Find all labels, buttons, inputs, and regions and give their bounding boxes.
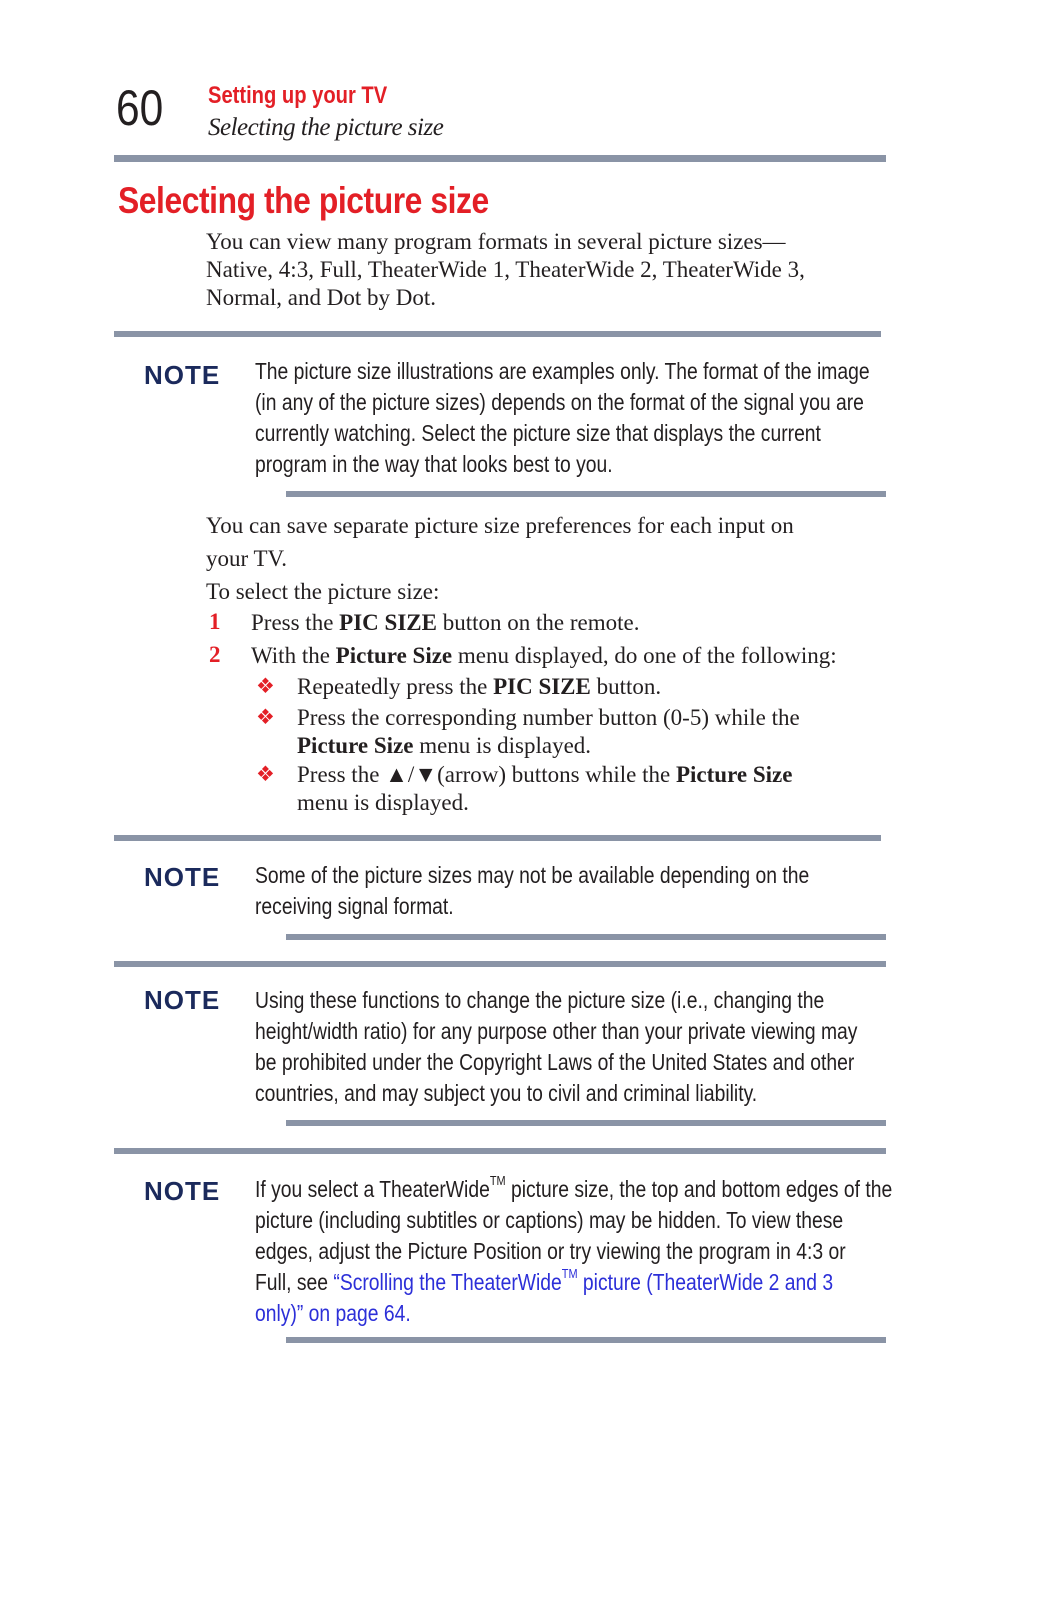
bullet-text <box>297 704 800 760</box>
note-line: (in any of the picture sizes) depends on the format of the signal you are <box>255 389 864 415</box>
bullet-text-part: Press the <box>297 762 386 787</box>
step-number: 1 <box>209 609 221 634</box>
up-down-arrow-icon: ▲/▼ <box>385 762 438 787</box>
page-number: 60 <box>116 80 164 136</box>
step-number: 2 <box>209 642 221 667</box>
bullet-text <box>297 761 792 817</box>
note-text <box>255 985 857 1109</box>
note-line: Using these functions to change the picture size (i.e., changing the <box>255 987 825 1013</box>
trademark-mark: TM <box>561 1266 578 1281</box>
note-rule-bottom <box>286 934 886 940</box>
intro-line: You can view many program formats in several picture sizes— <box>206 229 786 254</box>
step-text-bold: PIC SIZE <box>339 610 437 635</box>
bullet-text-part: button. <box>590 674 662 699</box>
note-line <box>255 1267 892 1298</box>
note-line <box>255 1298 892 1329</box>
header-rule <box>114 155 886 162</box>
note-line: receiving signal format. <box>255 893 454 919</box>
note-rule-bottom <box>286 491 886 497</box>
note-rule-bottom <box>286 1120 886 1126</box>
bullet-text-part: menu is displayed. <box>297 790 469 815</box>
intro-line: Normal, and Dot by Dot. <box>206 285 436 310</box>
note-text <box>255 1174 892 1329</box>
step-text-bold: Picture Size <box>335 643 453 668</box>
note-text-part: Full, see <box>255 1269 334 1295</box>
bullet-text-part: (arrow) buttons while the <box>437 762 676 787</box>
note-line <box>255 1174 892 1205</box>
save-prefs-paragraph <box>206 509 794 608</box>
link-text-part: picture (TheaterWide 2 and 3 <box>577 1269 834 1295</box>
body-line: your TV. <box>206 546 287 571</box>
bullet-icon: ❖ <box>256 674 275 698</box>
note-rule-top <box>114 1148 886 1154</box>
body-line: To select the picture size: <box>206 579 440 604</box>
bullet-text <box>297 673 661 701</box>
note-text <box>255 860 809 922</box>
note-text-part: picture size, the top and bottom edges of the <box>505 1176 893 1202</box>
note-label: NOTE <box>144 1176 221 1206</box>
step-text-part: Press the <box>251 610 340 635</box>
note-line: program in the way that looks best to you. <box>255 451 613 477</box>
note-text-part: . <box>405 1300 411 1326</box>
note-line: height/width ratio) for any purpose other than your private viewing may <box>255 1018 858 1044</box>
note-label: NOTE <box>144 360 221 390</box>
step-text <box>251 642 837 670</box>
cross-reference-link[interactable] <box>333 1266 834 1295</box>
note-label: NOTE <box>144 985 221 1015</box>
step-text <box>251 609 639 637</box>
note-label: NOTE <box>144 862 221 892</box>
section-title: Selecting the picture size <box>118 180 489 221</box>
trademark-mark: TM <box>489 1173 506 1188</box>
note-rule-top <box>114 961 886 967</box>
note-line: Some of the picture sizes may not be available depending on the <box>255 862 810 888</box>
note-line: be prohibited under the Copyright Laws of the United States and other <box>255 1049 855 1075</box>
bullet-icon: ❖ <box>256 705 275 729</box>
bullet-text-part: Press the corresponding number button (0-5) while the <box>297 705 800 730</box>
note-rule-bottom <box>286 1337 886 1343</box>
step-text-part: button on the remote. <box>436 610 640 635</box>
note-rule-top <box>114 835 881 841</box>
note-line: edges, adjust the Picture Position or try viewing the program in 4:3 or <box>255 1238 846 1264</box>
body-line: You can save separate picture size preferences for each input on <box>206 513 794 538</box>
cross-reference-link[interactable]: only)” on page 64 <box>255 1300 406 1326</box>
header-section: Selecting the picture size <box>208 114 444 141</box>
intro-paragraph <box>206 228 805 312</box>
header-chapter: Setting up your TV <box>208 82 388 109</box>
note-text-part: If you select a TheaterWide <box>255 1176 490 1202</box>
note-rule-top <box>114 331 881 337</box>
note-line: currently watching. Select the picture size that displays the current <box>255 420 821 446</box>
bullet-icon: ❖ <box>256 762 275 786</box>
step-text-part: menu displayed, do one of the following: <box>452 643 837 668</box>
note-line: The picture size illustrations are examples only. The format of the image <box>255 358 870 384</box>
note-text <box>255 356 870 480</box>
bullet-text-bold: Picture Size <box>675 762 793 787</box>
note-line: countries, and may subject you to civil and criminal liability. <box>255 1080 758 1106</box>
note-line: picture (including subtitles or captions) may be hidden. To view these <box>255 1207 844 1233</box>
bullet-text-bold: Picture Size <box>297 733 414 758</box>
step-text-part: With the <box>251 643 336 668</box>
intro-line: Native, 4:3, Full, TheaterWide 1, TheaterWide 2, TheaterWide 3, <box>206 257 805 282</box>
bullet-text-part: menu is displayed. <box>413 733 592 758</box>
link-text-part: “Scrolling the TheaterWide <box>333 1269 562 1295</box>
bullet-text-part: Repeatedly press the <box>297 674 494 699</box>
bullet-text-bold: PIC SIZE <box>493 674 591 699</box>
